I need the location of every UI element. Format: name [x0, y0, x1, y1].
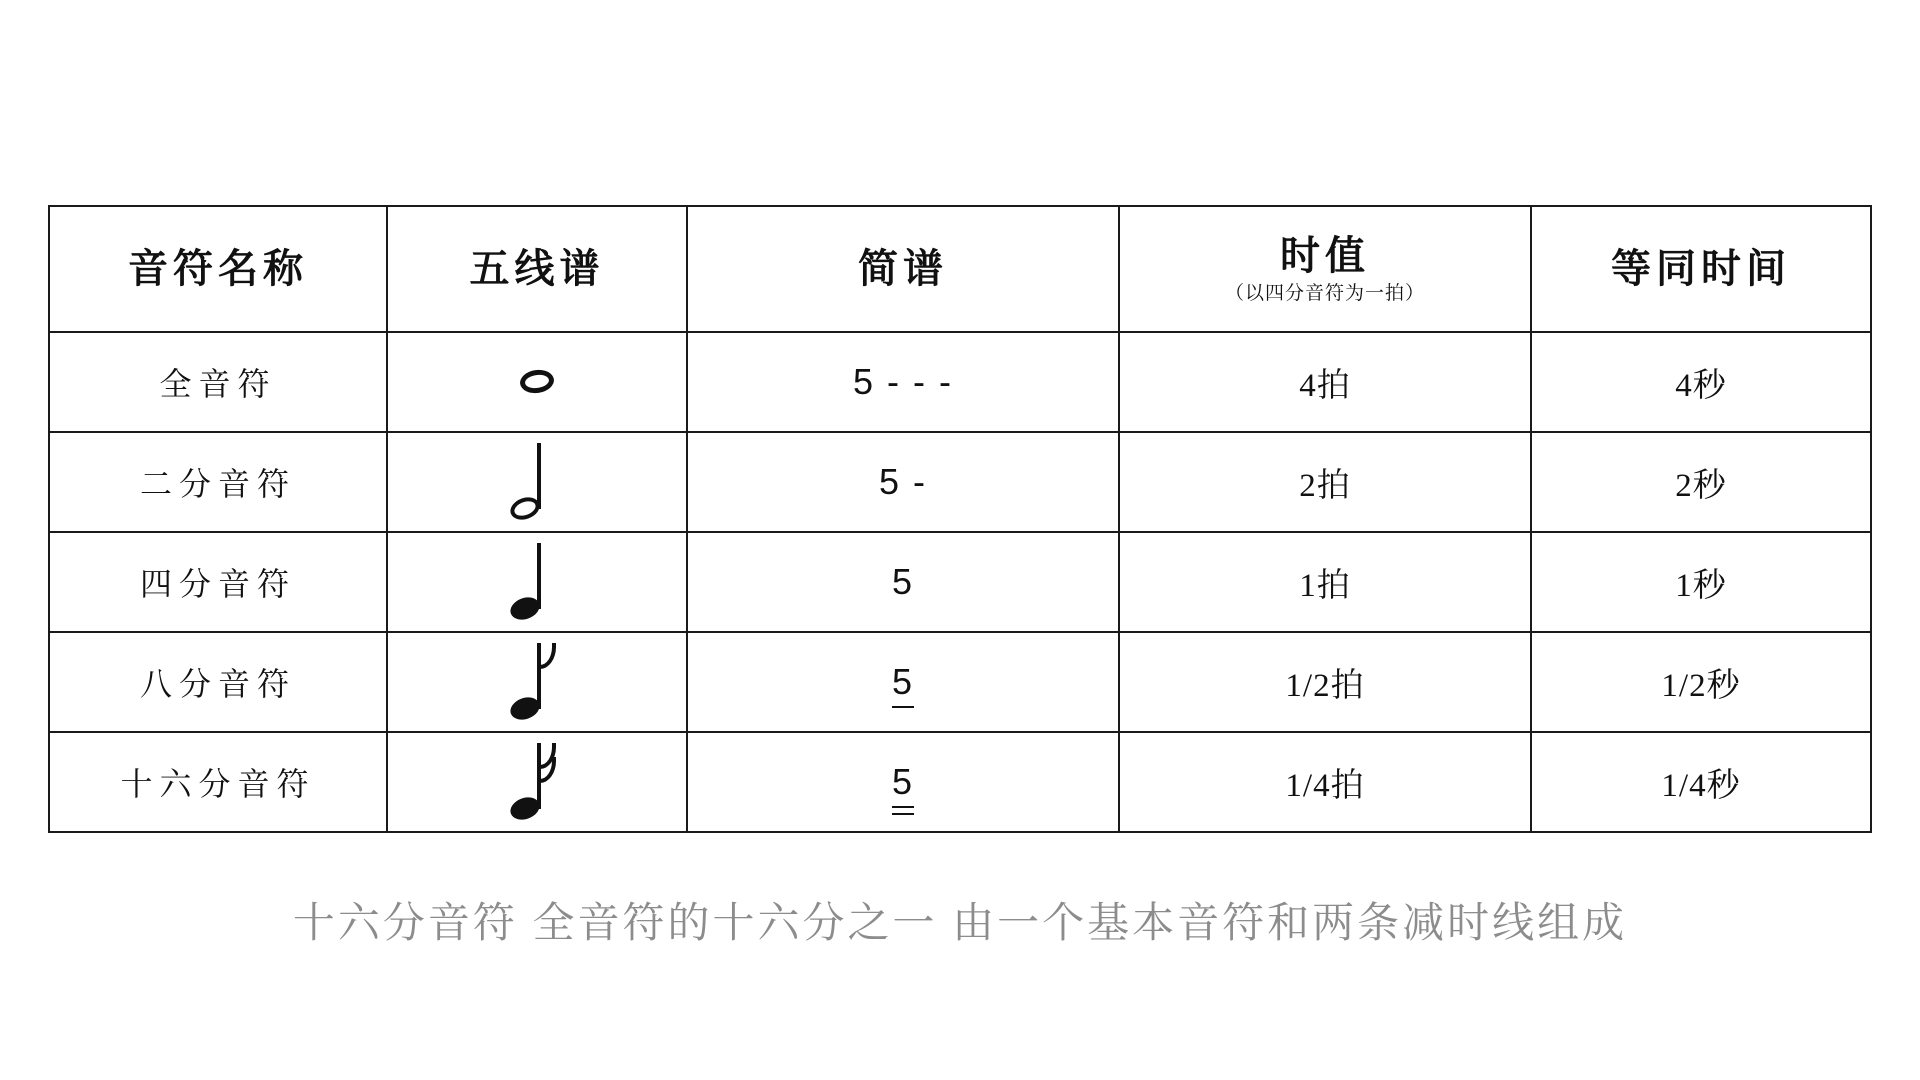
table-header [49, 206, 1871, 332]
table-row [49, 732, 1871, 832]
jianpu-text: 5 [891, 661, 915, 702]
cell-jianpu [687, 632, 1119, 732]
header-title-time: 等同时间 [1611, 246, 1791, 291]
caption-text: 十六分音符 全音符的十六分之一 由一个基本音符和两条减时线组成 [292, 899, 1628, 946]
cell-equivalent-time: 1/2秒 [1531, 632, 1871, 732]
cell-jianpu [687, 332, 1119, 432]
cell-note-name: 全音符 [49, 332, 387, 432]
cell-jianpu [687, 732, 1119, 832]
table-row [49, 432, 1871, 532]
table-row [49, 532, 1871, 632]
cell-duration: 1拍 [1119, 532, 1531, 632]
table-body [49, 332, 1871, 832]
header-subtitle-duration: （以四分音符为一拍） [1224, 282, 1425, 304]
cell-staff-notation [387, 532, 687, 632]
cell-equivalent-time: 4秒 [1531, 332, 1871, 432]
table-row [49, 632, 1871, 732]
note-duration-table [48, 205, 1872, 833]
header-title-staff: 五线谱 [469, 246, 605, 291]
header-cell-staff [387, 206, 687, 332]
cell-equivalent-time: 1/4秒 [1531, 732, 1871, 832]
quarter-note-icon [502, 539, 572, 625]
header-row [49, 206, 1871, 332]
cell-staff-notation [387, 432, 687, 532]
table-row [49, 332, 1871, 432]
header-title-jianpu: 简谱 [858, 246, 948, 291]
header-cell-jianpu [687, 206, 1119, 332]
cell-jianpu [687, 432, 1119, 532]
jianpu-text: 5 [891, 761, 915, 802]
header-cell-time [1531, 206, 1871, 332]
eighth-note-icon [502, 639, 572, 725]
header-cell-duration [1119, 206, 1531, 332]
jianpu-text: 5 - - - [853, 361, 953, 402]
cell-duration: 1/4拍 [1119, 732, 1531, 832]
cell-staff-notation [387, 732, 687, 832]
cell-staff-notation [387, 632, 687, 732]
cell-equivalent-time: 1秒 [1531, 532, 1871, 632]
cell-note-name: 四分音符 [49, 532, 387, 632]
cell-staff-notation [387, 332, 687, 432]
header-cell-note-name [49, 206, 387, 332]
cell-note-name: 十六分音符 [49, 732, 387, 832]
jianpu-text: 5 - [878, 461, 927, 502]
whole-note-icon [502, 339, 572, 425]
cell-jianpu [687, 532, 1119, 632]
cell-duration: 4拍 [1119, 332, 1531, 432]
cell-note-name: 二分音符 [49, 432, 387, 532]
half-note-icon [502, 439, 572, 525]
header-title-duration: 时值 [1280, 232, 1370, 278]
sixteenth-note-icon [502, 739, 572, 825]
cell-note-name: 八分音符 [49, 632, 387, 732]
header-title-note-name: 音符名称 [128, 246, 308, 291]
jianpu-text: 5 [891, 561, 915, 602]
cell-duration: 1/2拍 [1119, 632, 1531, 732]
cell-duration: 2拍 [1119, 432, 1531, 532]
cell-equivalent-time: 2秒 [1531, 432, 1871, 532]
